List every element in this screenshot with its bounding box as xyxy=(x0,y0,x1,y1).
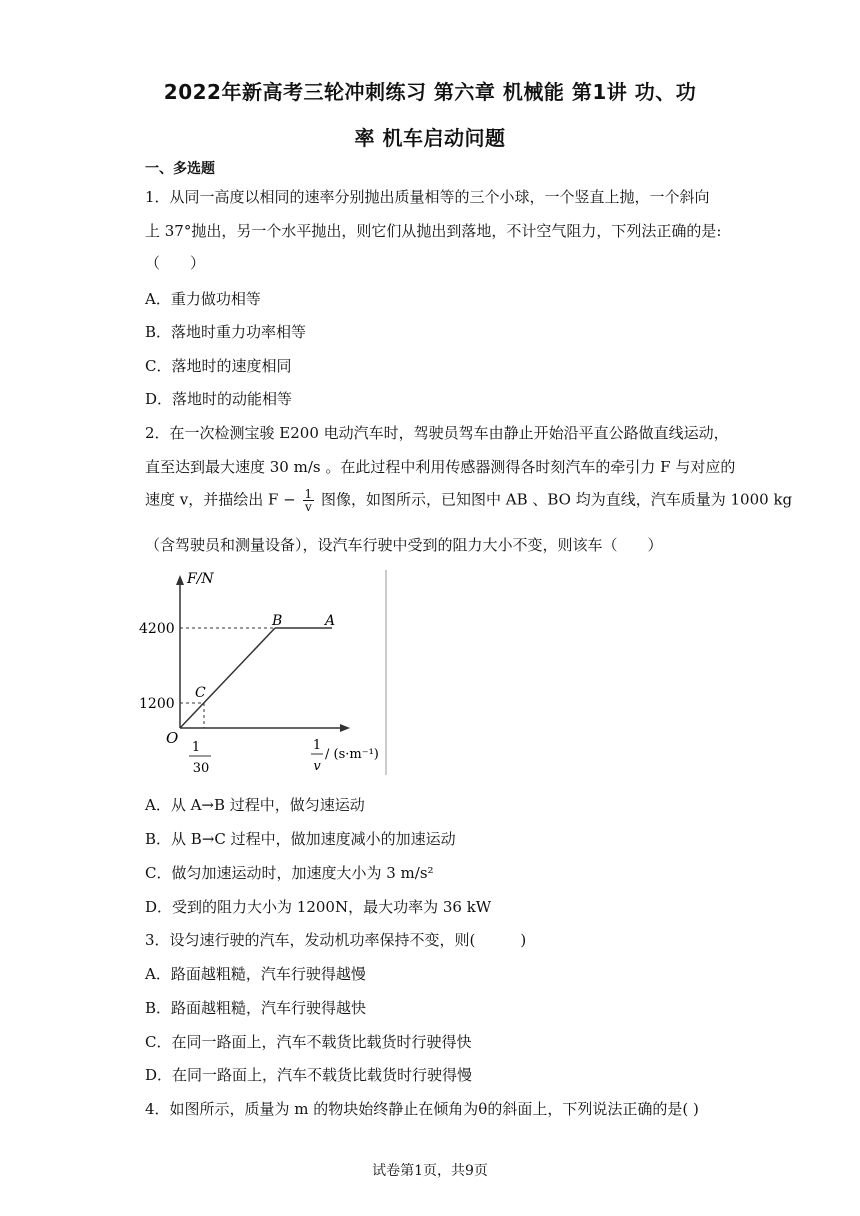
q1-stem-line3: （ ） xyxy=(145,254,206,272)
q2-option-a: A．从 A→B 过程中，做匀速运动 xyxy=(145,796,365,814)
q3-option-c: C．在同一路面上，汽车不载货比载货时行驶得快 xyxy=(145,1033,472,1051)
q2-option-b: B．从 B→C 过程中，做加速度减小的加速运动 xyxy=(145,830,456,848)
page-title-line2: 率 机车启动问题 xyxy=(354,126,506,150)
q2-stem-line3 xyxy=(145,488,792,513)
q2-stem-line2: 直至达到最大速度 30 m/s 。在此过程中利用传感器测得各时刻汽车的牵引力 F 与对应的 xyxy=(145,458,736,476)
page-footer: 试卷第1页，共9页 xyxy=(372,1163,488,1179)
q2-line3-before: 速度 v，并描绘出 F − xyxy=(145,490,296,509)
section-heading: 一、多选题 xyxy=(145,161,215,177)
tick-x-denominator: 30 xyxy=(192,761,210,776)
q2-stem-line4: （含驾驶员和测量设备），设汽车行驶中受到的阻力大小不变，则该车（ ） xyxy=(145,536,663,554)
q2-stem-line1: 2．在一次检测宝骏 E200 电动汽车时，驾驶员驾车由静止开始沿平直公路做直线运动， xyxy=(145,424,729,442)
q3-stem: 3．设匀速行驶的汽车，发动机功率保持不变，则( ) xyxy=(145,931,527,949)
tick-y-4200: 4200 xyxy=(139,621,175,637)
line-OB xyxy=(180,628,275,728)
q1-option-b: B．落地时重力功率相等 xyxy=(145,323,307,341)
y-axis-arrow xyxy=(176,575,184,585)
q2-line3-fraction xyxy=(303,488,315,513)
q1-option-c: C．落地时的速度相同 xyxy=(145,357,292,375)
point-A-label: A xyxy=(325,613,336,629)
q1-option-a: A．重力做功相等 xyxy=(145,290,261,308)
q2-frac-denominator: v xyxy=(304,500,312,514)
x-axis-frac-numerator: 1 xyxy=(312,738,322,753)
q3-option-b: B．路面越粗糙，汽车行驶得越快 xyxy=(145,999,367,1017)
q2-option-c: C．做匀加速运动时，加速度大小为 3 m/s² xyxy=(145,864,434,882)
y-axis-label: F/N xyxy=(187,571,214,587)
origin-label: O xyxy=(166,729,179,747)
tick-x-numerator: 1 xyxy=(191,740,201,755)
q1-stem-line2: 上 37°抛出，另一个水平抛出，则它们从抛出到落地，不计空气阻力，下列法正确的是: xyxy=(145,222,722,240)
x-axis-frac-denominator: v xyxy=(313,759,321,774)
point-B-label: B xyxy=(272,613,283,629)
tick-y-1200: 1200 xyxy=(139,696,175,712)
f-inverse-v-graph xyxy=(135,565,395,780)
x-axis-label: / (s·m⁻¹) xyxy=(325,747,379,762)
page-title-line1: 2022年新高考三轮冲刺练习 第六章 机械能 第1讲 功、功 xyxy=(163,80,697,104)
q2-frac-numerator: 1 xyxy=(304,487,313,501)
q2-option-d: D．受到的阻力大小为 1200N，最大功率为 36 kW xyxy=(145,898,492,916)
q1-stem-line1: 1．从同一高度以相同的速率分别抛出质量相等的三个小球，一个竖直上抛，一个斜向 xyxy=(145,188,710,206)
x-axis-arrow xyxy=(340,724,350,732)
q3-option-d: D．在同一路面上，汽车不载货比载货时行驶得慢 xyxy=(145,1066,473,1084)
q2-line3-after: 图像，如图所示，已知图中 AB 、BO 均为直线，汽车质量为 1000 kg xyxy=(320,490,793,509)
q4-stem: 4．如图所示，质量为 m 的物块始终静止在倾角为θ的斜面上，下列说法正确的是( ) xyxy=(145,1100,699,1118)
q1-option-d: D．落地时的动能相等 xyxy=(145,390,293,408)
point-C-label: C xyxy=(195,685,206,701)
q3-option-a: A．路面越粗糙，汽车行驶得越慢 xyxy=(145,965,366,983)
